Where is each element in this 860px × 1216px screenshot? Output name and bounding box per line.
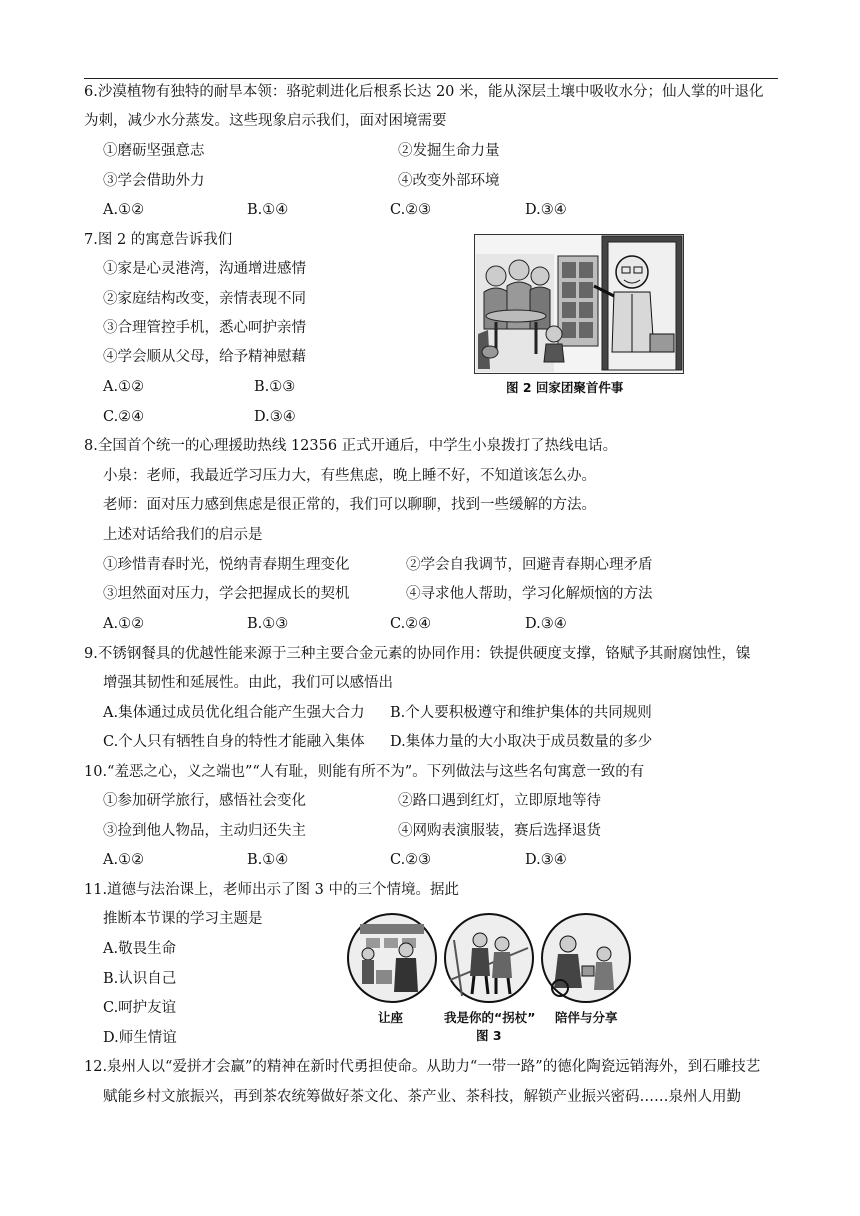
figure-3-caption-walking-stick: 我是你的“拐杖” [444, 1010, 536, 1025]
q9-option-b[interactable]: B.个人要积极遵守和维护集体的共同规则 [390, 705, 652, 721]
q6-statement-4: ④改变外部环境 [398, 173, 500, 189]
q8-statement-4: ④寻求他人帮助，学习化解烦恼的方法 [406, 586, 653, 602]
q8-stem: 8.全国首个统一的心理援助热线 12356 正式开通后，中学生小泉拨打了热线电话。 [84, 438, 618, 454]
q10-option-b[interactable]: B.①④ [247, 852, 289, 868]
q11-stem-line1: 11.道德与法治课上，老师出示了图 3 中的三个情境。据此 [84, 882, 460, 898]
q6-stem-line1: 6.沙漠植物有独特的耐旱本领：骆驼刺进化后根系长达 20 米，能从深层土壤中吸收水分；仙人掌的叶退化 [84, 84, 764, 100]
q7-option-a[interactable]: A.①② [103, 379, 145, 395]
figure-3-caption-give-seat: 让座 [378, 1010, 404, 1025]
scene-walking-stick [445, 914, 533, 1002]
q10-stem: 10.“羞恶之心，义之端也”“人有耻，则能有所不为”。下列做法与这些名句寓意一致的有 [84, 764, 645, 780]
q6-option-b[interactable]: B.①④ [247, 202, 289, 218]
q11-option-b[interactable]: B.认识自己 [103, 971, 177, 987]
figure-3-label: 图 3 [476, 1028, 502, 1043]
q7-statement-3: ③合理管控手机，悉心呵护亲情 [103, 320, 306, 336]
q6-statement-1: ①磨砺坚强意志 [103, 143, 205, 159]
scene-company-sharing [542, 914, 630, 1002]
q7-option-d[interactable]: D.③④ [254, 409, 296, 425]
q9-option-c[interactable]: C.个人只有牺牲自身的特性才能融入集体 [103, 734, 365, 750]
q8-option-c[interactable]: C.②④ [390, 616, 432, 632]
q7-stem: 7.图 2 的寓意告诉我们 [84, 232, 233, 248]
q9-stem-line1: 9.不锈钢餐具的优越性能来源于三种主要合金元素的协同作用：铁提供硬度支撑，铬赋予其耐腐蚀性，镍 [84, 646, 751, 662]
figure-2-cartoon [474, 234, 684, 374]
q8-option-d[interactable]: D.③④ [525, 616, 567, 632]
figure-3-scenes [346, 910, 632, 1006]
q9-stem-line2: 增强其韧性和延展性。由此，我们可以感悟出 [103, 675, 393, 691]
q8-statement-3: ③坦然面对压力，学会把握成长的契机 [103, 586, 350, 602]
q10-option-a[interactable]: A.①② [103, 852, 145, 868]
q10-statement-1: ①参加研学旅行，感悟社会变化 [103, 793, 306, 809]
q11-stem-line2: 推断本节课的学习主题是 [103, 911, 263, 927]
scene-give-seat [348, 914, 436, 1002]
q7-option-c[interactable]: C.②④ [103, 409, 145, 425]
header-rule [84, 78, 778, 79]
q8-option-b[interactable]: B.①③ [247, 616, 289, 632]
q8-statement-2: ②学会自我调节，回避青春期心理矛盾 [406, 557, 653, 573]
q10-option-d[interactable]: D.③④ [525, 852, 567, 868]
q8-dialogue-teacher: 老师：面对压力感到焦虑是很正常的，我们可以聊聊，找到一些缓解的方法。 [103, 497, 596, 513]
q7-statement-4: ④学会顺从父母，给予精神慰藉 [103, 349, 306, 365]
q8-option-a[interactable]: A.①② [103, 616, 145, 632]
q6-statement-2: ②发掘生命力量 [398, 143, 500, 159]
q11-option-c[interactable]: C.呵护友谊 [103, 1000, 177, 1016]
q7-statement-2: ②家庭结构改变，亲情表现不同 [103, 291, 306, 307]
q6-option-a[interactable]: A.①② [103, 202, 145, 218]
q7-statement-1: ①家是心灵港湾，沟通增进感情 [103, 261, 306, 277]
q6-option-c[interactable]: C.②③ [390, 202, 432, 218]
q8-dialogue-student: 小泉：老师，我最近学习压力大，有些焦虑，晚上睡不好，不知道该怎么办。 [103, 468, 596, 484]
q6-statement-3: ③学会借助外力 [103, 173, 205, 189]
q10-statement-4: ④网购表演服装，赛后选择退货 [398, 823, 601, 839]
figure-2-caption: 图 2 回家团聚首件事 [506, 380, 624, 395]
q6-stem-line2: 为刺，减少水分蒸发。这些现象启示我们，面对困境需要 [84, 113, 447, 129]
q11-option-d[interactable]: D.师生情谊 [103, 1030, 177, 1046]
q8-statement-1: ①珍惜青春时光，悦纳青春期生理变化 [103, 557, 350, 573]
q12-stem-line1: 12.泉州人以“爱拼才会赢”的精神在新时代勇担使命。从助力“一带一路”的德化陶瓷远销海外，到石雕技艺 [84, 1059, 761, 1075]
q10-statement-2: ②路口遇到红灯，立即原地等待 [398, 793, 601, 809]
q8-question: 上述对话给我们的启示是 [103, 527, 263, 543]
q7-option-b[interactable]: B.①③ [254, 379, 296, 395]
q10-statement-3: ③捡到他人物品，主动归还失主 [103, 823, 306, 839]
q9-option-a[interactable]: A.集体通过成员优化组合能产生强大合力 [103, 705, 365, 721]
q6-option-d[interactable]: D.③④ [525, 202, 567, 218]
q10-option-c[interactable]: C.②③ [390, 852, 432, 868]
q11-option-a[interactable]: A.敬畏生命 [103, 941, 177, 957]
figure-3-caption-company: 陪伴与分享 [555, 1010, 618, 1025]
q9-option-d[interactable]: D.集体力量的大小取决于成员数量的多少 [390, 734, 653, 750]
q12-stem-line2: 赋能乡村文旅振兴，再到茶农统筹做好茶文化、茶产业、茶科技，解锁产业振兴密码……泉州人用勤 [103, 1089, 741, 1105]
